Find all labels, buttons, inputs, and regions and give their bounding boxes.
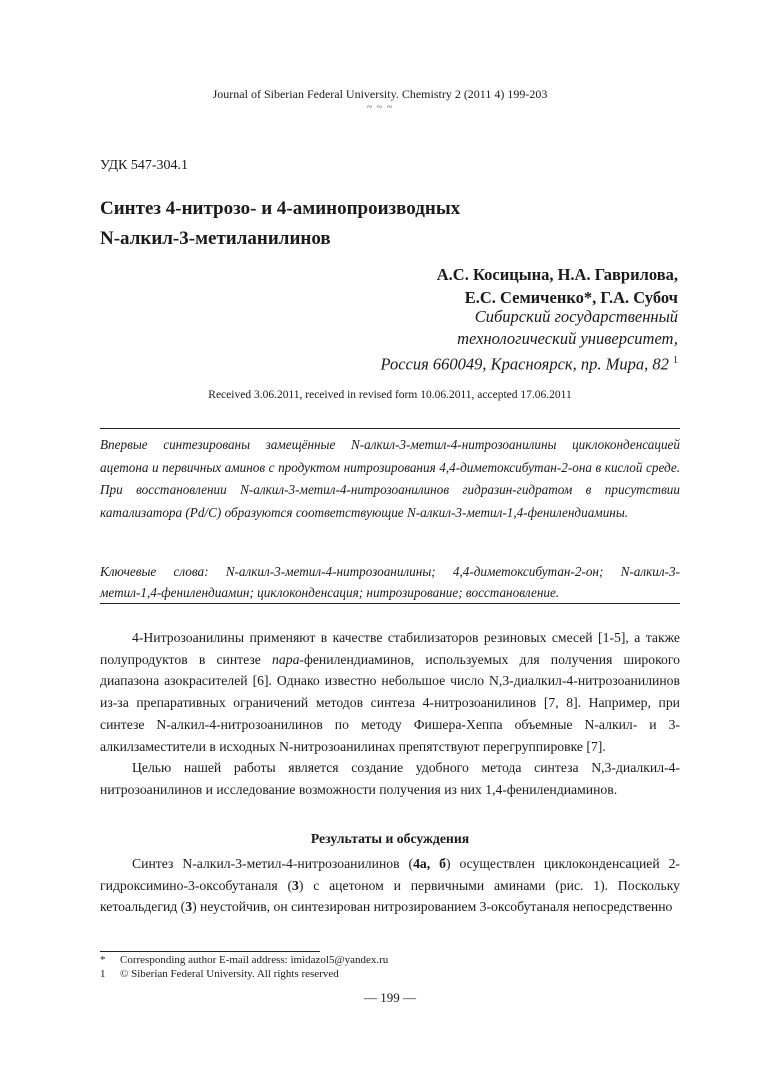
journal-header: Journal of Siberian Federal University. Chemistry 2 (2011 4) 199-203 [212,87,548,101]
results-paragraph-1: Синтез N-алкил-3-метил-4-нитрозоанилинов (4а, б) осуществлен циклоконденсацией 2-гидроксимино-3-оксобутаналя (3) с ацетоном и первичными аминами (рис. 1). Поскольку кетоальдегид (3) неустойчив, он синтезирован нитрозированием 3-оксобутаналя непосредственно [100,856,681,915]
affiliation-address: Россия 660049, Красноярск, пр. Мира, 82 [380,354,669,374]
section-heading: Результаты и обсуждения [310,831,470,846]
abstract-bottom-rule [100,603,680,604]
introduction [100,627,680,801]
header-ornament: ~ ~ ~ [366,102,394,113]
article-title [100,194,460,254]
footnote-text: © Siberian Federal University. All rights reserved [120,968,339,980]
footnote-mark: * [100,954,106,966]
para-term: пара [272,651,300,667]
footnote-rule [100,951,320,952]
authors [437,263,678,309]
authors-line-2: Е.С. Семиченко*, Г.А. Субоч [464,288,678,307]
authors-line-1: А.С. Косицына, Н.А. Гаврилова, [436,265,678,284]
abstract: Впервые синтезированы замещённые N-алкил-3-метил-4-нитрозоанилины циклоконденсацией ацетона и первичных аминов с продуктом нитрозирования 4,4-диметоксибутан-2-она в кислой среде. При восстановлении N-алкил-3-метил-4-нитрозоанилинов гидразин-гидратом в присутствии катализатора (Pd/C) образуются соответствующие N-алкил-3-метил-1,4-фенилендиамины. [100,437,680,520]
results-text [100,853,680,918]
title-line-1: Синтез 4-нитрозо- и 4-аминопроизводных [100,198,461,219]
affiliation-line-3 [380,350,678,376]
affiliation-line-2: технологический университет, [457,329,678,348]
footnote-corresponding [100,953,388,967]
title-line-2: N-алкил-3-метиланилинов [100,228,331,249]
keywords: Ключевые слова: N-алкил-3-метил-4-нитрозоанилины; 4,4-диметоксибутан-2-он; N-алкил-3-метил-1,4-фенилендиамин; циклоконденсация; нитрозирование; восстановление. [100,564,680,600]
affiliation [380,306,678,376]
footnote-copyright [100,967,339,981]
affiliation-line-1: Сибирский государственный [474,307,678,326]
received-dates: Received 3.06.2011, received in revised form 10.06.2011, accepted 17.06.2011 [208,389,572,401]
intro-paragraph-1: 4-Нитрозоанилины применяют в качестве стабилизаторов резиновых смесей [1-5], а также полупродуктов в синтезе пара-фенилендиаминов, используемых для получения широкого диапазона азокрасителей [6]. Однако известно небольшое число N,3-диалкил-4-нитрозоанилинов из-за препаративных ограничений методов синтеза 4-нитрозоанилинов [7, 8]. Например, при синтезе N-алкил-4-нитрозоанилинов по методу Фишера-Хеппа объемные N-алкил- и 3-алкилзаместители в исходных N-нитрозоанилинах препятствуют перегруппировке [7]. [100,630,680,754]
footnote-mark: 1 [100,968,106,980]
footnote-text: Corresponding author E-mail address: imidazol5@yandex.ru [120,954,389,966]
udk-code: УДК 547-304.1 [100,158,189,173]
page-number: — 199 — [364,990,416,1005]
abstract-top-rule [100,428,680,429]
affiliation-footnote-mark: 1 [673,355,678,366]
intro-paragraph-2: Целью нашей работы является создание удобного метода синтеза N,3-диалкил-4-нитрозоанилинов и исследование возможности получения из них 1,4-фенилендиаминов. [100,760,680,797]
